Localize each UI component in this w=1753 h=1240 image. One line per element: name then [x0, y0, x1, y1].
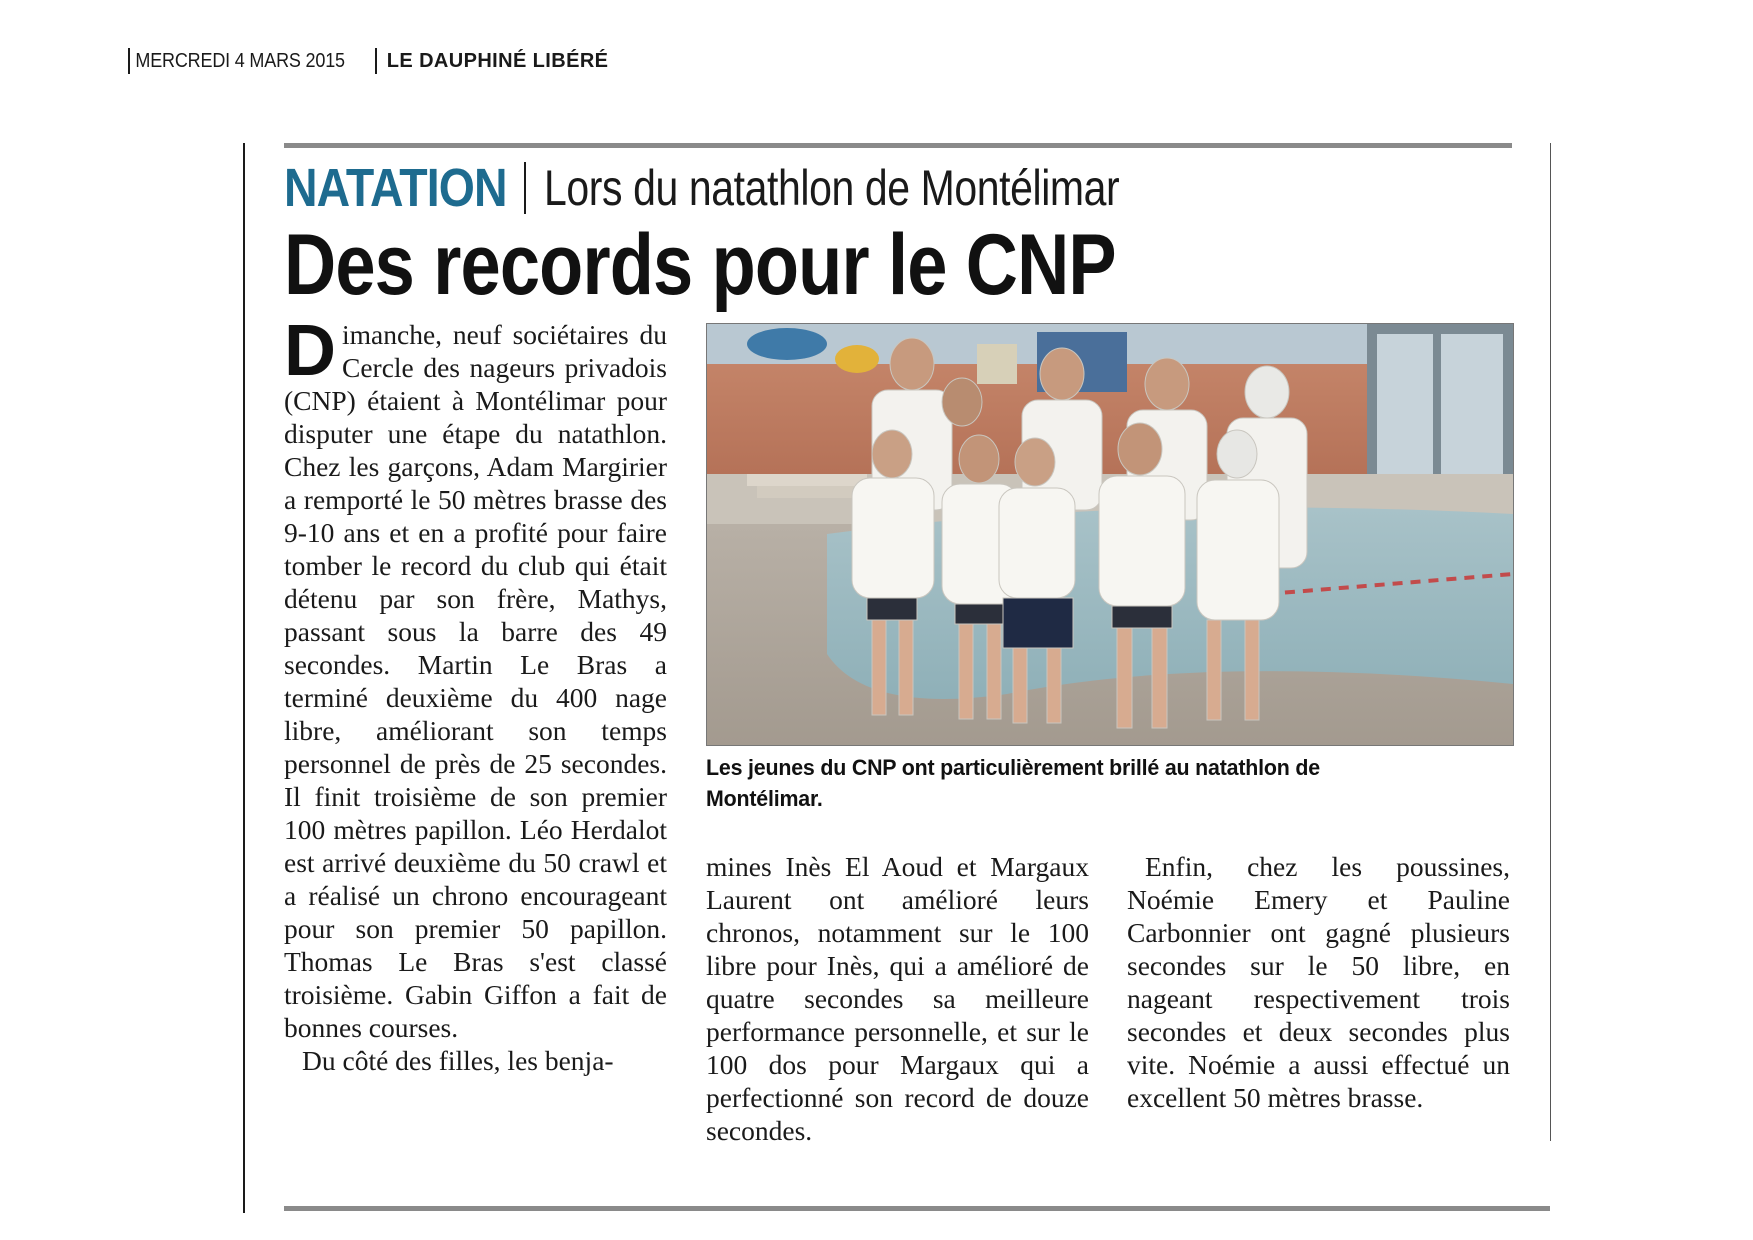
drop-cap: D — [284, 311, 336, 391]
kicker-text: Lors du natathlon de Montélimar — [544, 160, 1120, 216]
article-headline: Des records pour le CNP — [284, 217, 1116, 313]
column-rule-right — [1550, 143, 1551, 1141]
newspaper-name: LE DAUPHINÉ LIBÉRÉ — [386, 49, 609, 72]
article-paragraph: mines Inès El Aoud et Margaux Laurent ont amélioré leurs chronos, notamment sur le 100 libre pour Inès, qui a amélioré de quatre secondes sa meilleure performance personnelle, et sur le 100 dos pour Margaux qui a perfectionné son record de douze secondes. — [706, 851, 1089, 1146]
page-header — [128, 46, 608, 76]
paragraph-text: imanche, neuf sociétaires du Cercle des nageurs privadois (CNP) étaient à Montélimar pour disputer une étape du natathlon. Chez les garçons, Adam Margirier a remporté le 50 mètres brasse des 9-10 ans et en a profité pour faire tomber le record du club qui était détenu par son frère, Mathys, passant sous la barre des 49 secondes. Martin Le Bras a terminé deuxième du 400 nage libre, améliorant son temps personnel de près de 25 secondes. Il finit troisième de son premier 100 mètres papillon. Léo Herdalot est arrivé deuxième du 50 crawl et a réalisé un chrono encourageant pour son premier 50 papillon. Thomas Le Bras s'est classé troisième. Gabin Giffon a fait de bonnes courses. — [284, 319, 667, 1043]
article-column-3 — [1127, 850, 1510, 1114]
article-kicker — [284, 158, 1246, 218]
rubric-label: NATATION — [284, 158, 507, 218]
kicker-divider — [524, 162, 526, 214]
article-paragraph — [284, 311, 667, 1044]
photo-swimmers-group — [707, 324, 1513, 745]
article-top-rule — [284, 143, 1512, 148]
photo-caption: Les jeunes du CNP ont particulièrement brillé au natathlon de Montélimar. — [706, 755, 1320, 811]
article-paragraph: Enfin, chez les poussines, Noémie Emery et Pauline Carbonnier ont gagné plusieurs secondes sur le 50 libre, en nageant respectivement trois secondes et deux secondes plus vite. Noémie a aussi effectué un excellent 50 mètres brasse. — [1127, 851, 1510, 1113]
column-rule-left — [243, 143, 245, 1213]
article-bottom-rule — [284, 1206, 1550, 1211]
article-photo — [706, 323, 1514, 746]
article-column-2 — [706, 850, 1089, 1147]
article-paragraph: Du côté des filles, les benja- — [302, 1045, 614, 1076]
publication-date: MERCREDI 4 MARS 2015 — [135, 49, 345, 72]
article-column-1 — [284, 311, 667, 1077]
